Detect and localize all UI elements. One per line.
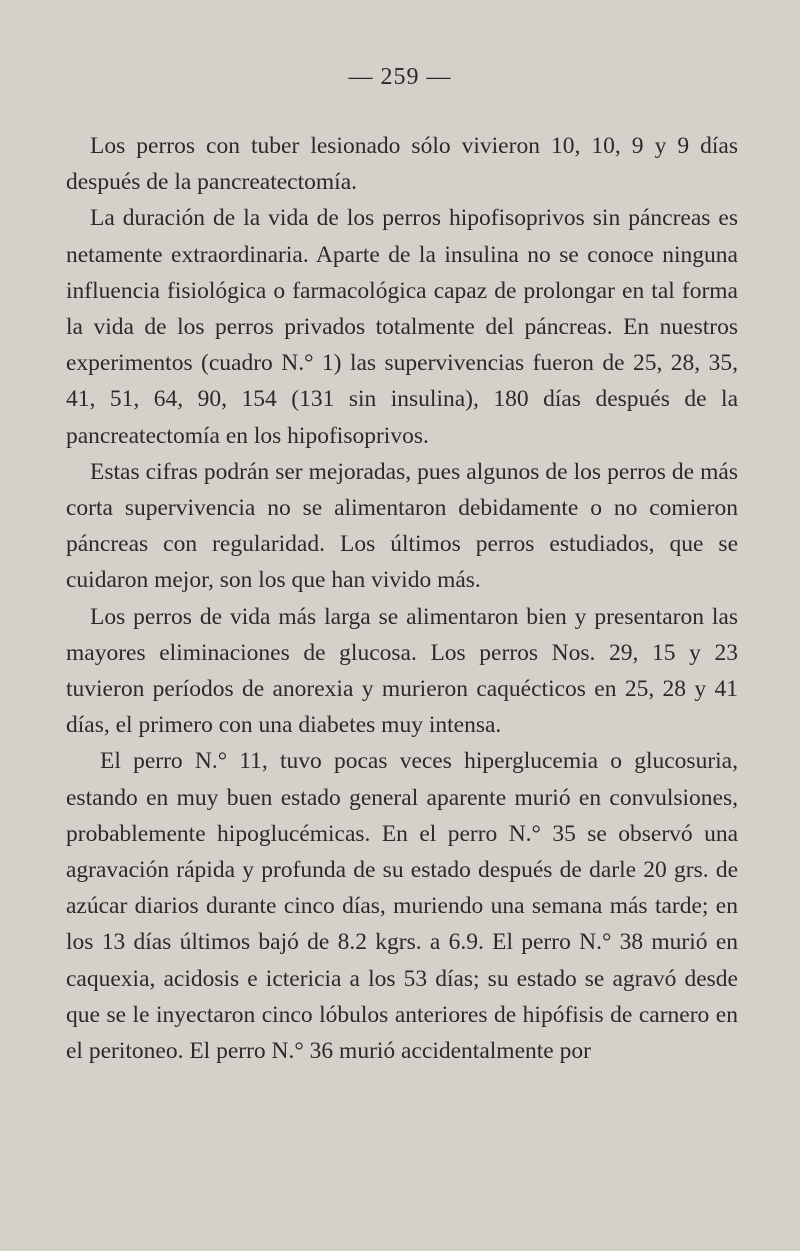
- paragraph-3: Estas cifras podrán ser mejoradas, pues algunos de los perros de más corta supervivencia no se alimentaron debidamente o no comieron páncreas con regularidad. Los últimos perros estudiados, que se cuidaron mejor, son los que han vivido más.: [66, 458, 738, 594]
- page-number: — 259 —: [348, 64, 452, 90]
- paragraph-5: El perro N.° 11, tuvo pocas veces hiperglucemia o glucosuria, estando en muy buen estado general aparente murió en convulsiones, probablemente hipoglucémicas. En el perro N.° 35 se observó una agravación rápida y profunda de su estado después de darle 20 grs. de azúcar diarios durante cinco días, muriendo una semana más tarde; en los 13 días últimos bajó de 8.2 kgrs. a 6.9. El perro N.° 38 murió en caquexia, acidosis e ictericia a los 53 días; su estado se agravó desde que se le inyectaron cinco lóbulos anteriores de hipófisis de carnero en el peritoneo. El perro N.° 36 murió accidentalmente por: [66, 748, 738, 1065]
- paragraph-1: Los perros con tuber lesionado sólo vivieron 10, 10, 9 y 9 días después de la pancreatectomía.: [66, 133, 738, 196]
- paragraph-2: La duración de la vida de los perros hipofisoprivos sin páncreas es netamente extraordinaria. Aparte de la insulina no se conoce ninguna influencia fisiológica o farmacológica capaz de prolongar en tal forma la vida de los perros privados totalmente del páncreas. En nuestros experimentos (cuadro N.° 1) las supervivencias fueron de 25, 28, 35, 41, 51, 64, 90, 154 (131 sin insulina), 180 días después de la pancreatectomía en los hipofisoprivos.: [66, 205, 738, 449]
- paragraph-4: Los perros de vida más larga se alimentaron bien y presentaron las mayores eliminaciones de glucosa. Los perros Nos. 29, 15 y 23 tuvieron períodos de anorexia y murieron caquécticos en 25, 28 y 41 días, el primero con una diabetes muy intensa.: [66, 603, 738, 739]
- body-text: [66, 128, 738, 1069]
